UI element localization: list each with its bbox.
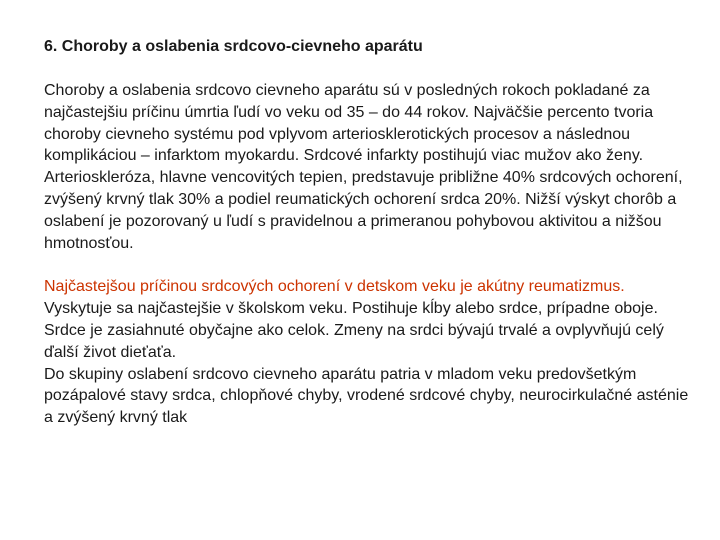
highlighted-sentence: Najčastejšou príčinou srdcových ochorení v detskom veku je akútny reumatizmus. [44,278,625,296]
slide-title: 6. Choroby a oslabenia srdcovo-cievneho aparátu [44,38,423,55]
paragraph-causes: Choroby a oslabenia srdcovo cievneho aparátu sú v posledných rokoch pokladané za najčastejšiu príčinu úmrtia ľudí vo veku od 35 – do 44 rokov. Najväčšie percento tvoria choroby cievneho systému pod vplyvom arteriosklerotických procesov a následnou komplikáciou – infarktom myokardu. Srdcové infarkty postihujú viac mužov ako ženy. Arterioskleróza, hlavne vencovitých tepien, predstavuje približne 40% srdcových ochorení, zvýšený krvný tlak 30% a podiel reumatických ochorení srdca 20%. Nižší výskyt chorôb a oslabení je pozorovaný u ľudí s pravidelnou a primeranou pohybovou aktivitou a nižšou hmotnosťou. [44,82,683,252]
slide-body [44,80,690,429]
paragraph-children-rest: Vyskytuje sa najčastejšie v školskom veku. Postihuje kĺby alebo srdce, prípadne oboje. Srdce je zasiahnuté obyčajne ako celok. Zmeny na srdci bývajú trvalé a ovplyvňujú celý ďalší život dieťaťa. [44,300,664,361]
paragraph-children [44,276,690,363]
paragraph-spacer [44,254,690,276]
paragraph-youth: Do skupiny oslabení srdcovo cievneho aparátu patria v mladom veku predovšetkým pozápalové stavy srdca, chlopňové chyby, vrodené srdcové chyby, neurocirkulačné asténie a zvýšený krvný tlak [44,365,689,427]
